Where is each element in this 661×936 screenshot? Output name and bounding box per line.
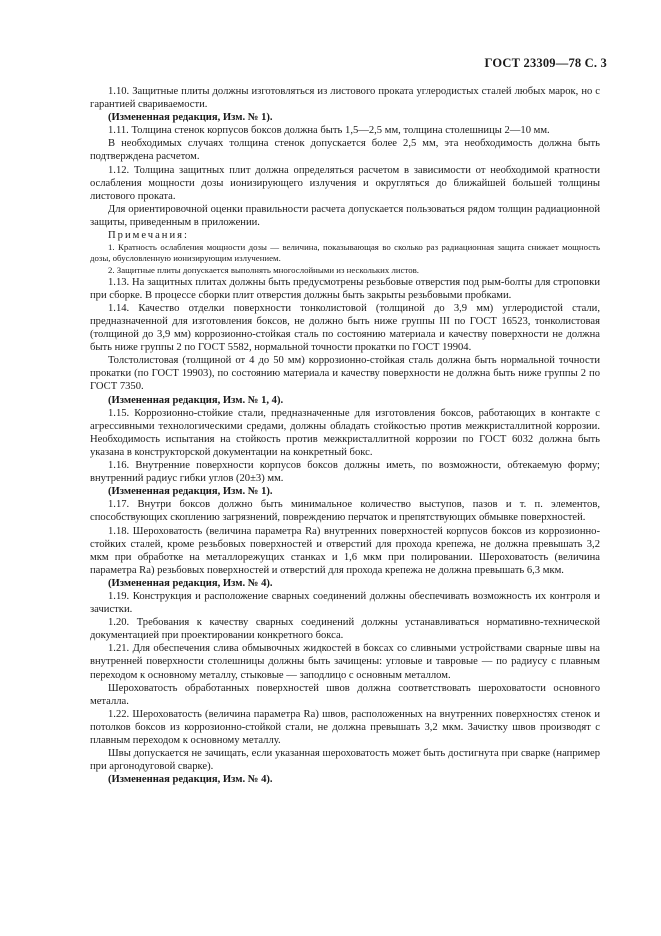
paragraph-text: Шероховатость обработанных поверхностей швов должна соответствовать шероховатости основного металла. [90, 682, 600, 707]
paragraph-text: Для ориентировочной оценки правильности расчета допускается пользоваться рядом толщин радиационной защиты, приведенным в приложении. [90, 203, 600, 228]
paragraph-1-13: 1.13. На защитных плитах должны быть предусмотрены резьбовые отверстия под рым-болты для строповки при сборке. В процессе сборки плит отверстия должны быть закрыты резьбовыми пробками. [90, 276, 600, 301]
paragraph-1-10: 1.10. Защитные плиты должны изготовляться из листового проката углеродистых сталей любых марок, но с гарантией свариваемости. [90, 86, 600, 111]
amendment-note: (Измененная редакция, Изм. № 1). [108, 112, 273, 124]
paragraph-1-11: 1.11. Толщина стенок корпусов боксов должна быть 1,5—2,5 мм, толщина столешницы 2—10 мм. [108, 125, 550, 137]
paragraph-1-19: 1.19. Конструкция и расположение сварных соединений должны обеспечивать возможность их контроля и зачистки. [90, 590, 600, 616]
paragraph-1-21: 1.21. Для обеспечения слива обмывочных жидкостей в боксах со сливными устройствами сварные швы на внутренней поверхности столешницы должны быть зачищены: угловые и тавровые — по радиусу с плавным переходом к основному металлу, стыковые — заподлицо с основным металлом. [90, 643, 600, 681]
page-header: ГОСТ 23309—78 С. 3 [484, 56, 607, 70]
paragraph-1-20: 1.20. Требования к качеству сварных соединений должны устанавливаться нормативно-технической документацией при проектировании конкретного бокса. [90, 617, 600, 642]
amendment-note: (Измененная редакция, Изм. № 1, 4). [108, 394, 284, 406]
notes-heading: Примечания: [108, 230, 189, 242]
paragraph-1-22: 1.22. Шероховатость (величина параметра Ra) швов, расположенных на внутренних поверхностях стенок и потолков боксов из коррозионно-стойкой стали, не должна превышать 3,2 мкм. Зачистку швов производят с плавным переходом к основному металлу. [90, 708, 600, 747]
paragraph-1-17: 1.17. Внутри боксов должно быть минимальное количество выступов, пазов и т. п. элементов, способствующих скоплению загрязнений, повреждению перчаток и препятствующих обмывке поверхностей. [90, 499, 600, 524]
paragraph-1-14: 1.14. Качество отделки поверхности тонколистовой (толщиной до 3,9 мм) углеродистой стали, предназначенной для изготовления боксов, не должно быть ниже группы III по ГОСТ 16523, тонколистовая (толщиной до 3,9 мм) коррозионно-стойкая сталь по состоянию материала и качеству поверхности не должна быть ниже группы 2 по ГОСТ 5582, нормальной точности прокатки по ГОСТ 19904. [90, 302, 600, 354]
amendment-note: (Измененная редакция, Изм. № 4). [108, 577, 273, 589]
paragraph-text: Швы допускается не зачищать, если указанная шероховатость может быть достигнута при сварке (например при аргонодуговой сварке). [90, 748, 600, 773]
amendment-note: (Измененная редакция, Изм. № 4). [108, 774, 273, 786]
paragraph-1-15: 1.15. Коррозионно-стойкие стали, предназначенные для изготовления боксов, работающих в контакте с агрессивными технологическими средами, должны обладать стойкостью против межкристаллитной коррозии. Необходимость испытания на стойкость против межкристаллитной коррозии по ГОСТ 6032 должна быть указана в конструкторской документации на конкретный бокс. [90, 407, 600, 458]
paragraph-1-18: 1.18. Шероховатость (величина параметра Ra) внутренних поверхностей корпусов боксов из коррозионно-стойких сталей, кроме резьбовых поверхностей и отверстий для прохода крепежа, не должна превышать 3,2 мкм при обработке на металлорежущих станках и 1,6 мкм при полировании. Шероховатость (величина параметра Ra) резьбовых поверхностей и отверстий для прохода крепежа не должна превышать 6,3 мкм. [90, 525, 600, 576]
note-1: 1. Кратность ослабления мощности дозы — величина, показывающая во сколько раз радиационная защита снижает мощность дозы, обусловленную ионизирующим излучением. [90, 242, 600, 264]
document-body [90, 85, 600, 786]
paragraph-1-12: 1.12. Толщина защитных плит должна определяться расчетом в зависимости от необходимой кратности ослабления мощности дозы ионизирующего излучения и округляться до ближайшей большей толщины листового проката. [90, 164, 600, 202]
paragraph-1-16: 1.16. Внутренние поверхности корпусов боксов должны иметь, по возможности, обтекаемую форму; внутренний радиус гибки углов (20±3) мм. [90, 460, 600, 485]
paragraph-text: Толстолистовая (толщиной от 4 до 50 мм) коррозионно-стойкая сталь должна быть нормальной точности прокатки (по ГОСТ 19903), по состоянию материала и качеству поверхности не должна быть ниже группы 2 по ГОСТ 7350. [90, 355, 600, 393]
amendment-note: (Измененная редакция, Изм. № 1). [108, 486, 273, 498]
paragraph-text: В необходимых случаях толщина стенок допускается более 2,5 мм, эта необходимость должна быть подтверждена расчетом. [90, 138, 600, 163]
note-2: 2. Защитные плиты допускается выполнять многослойными из нескольких листов. [108, 264, 419, 275]
